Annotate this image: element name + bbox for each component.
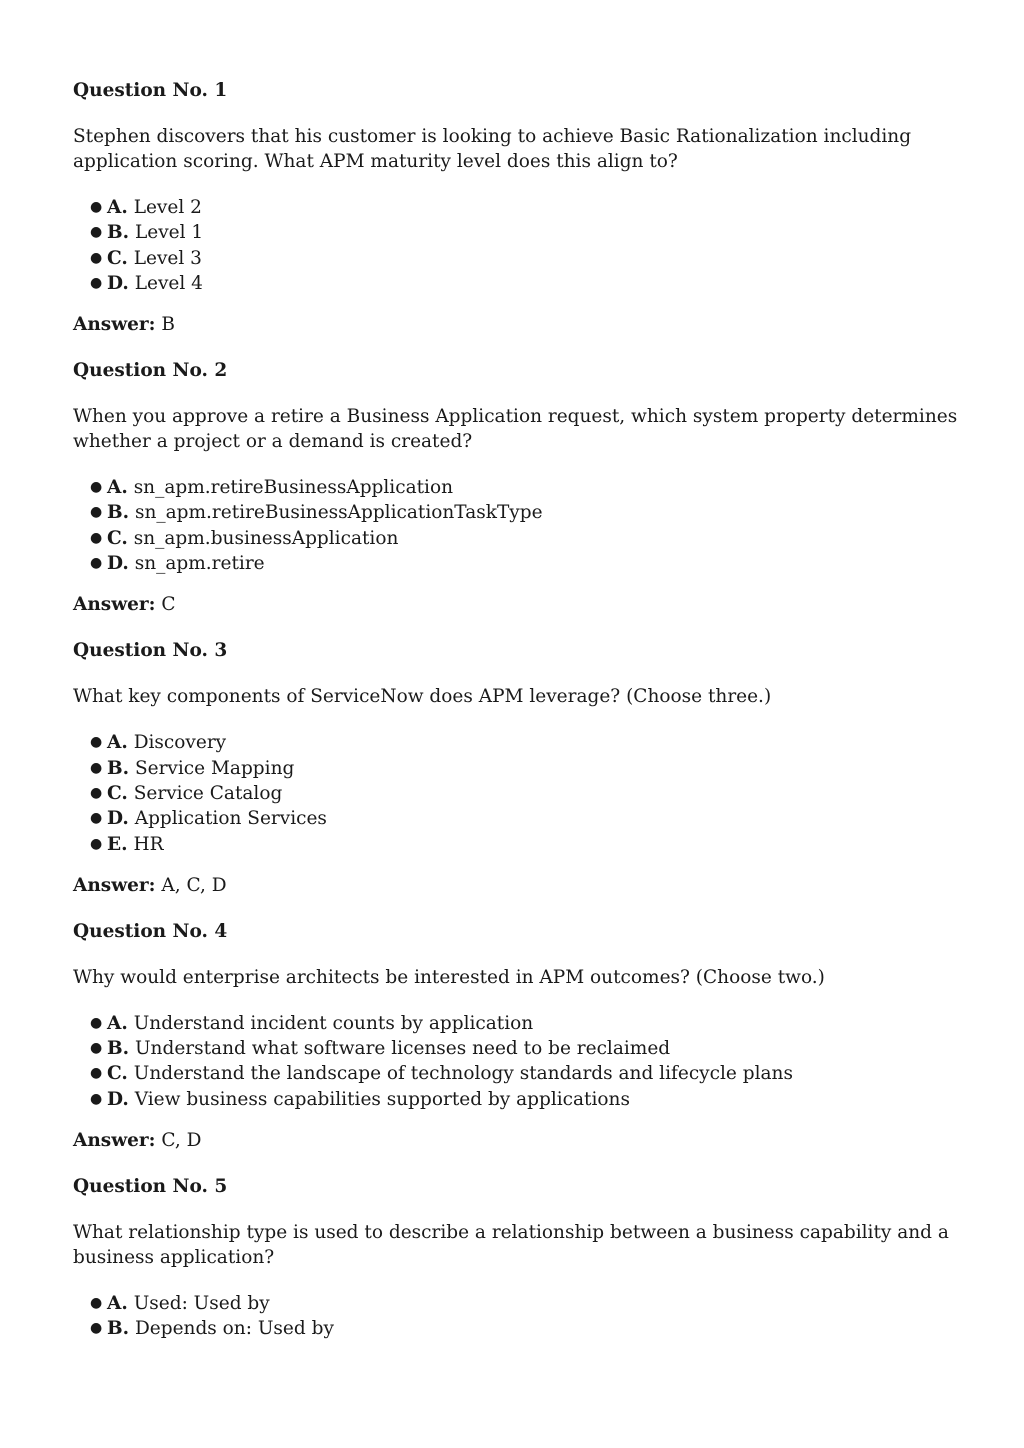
option-text: sn_apm.retireBusinessApplication bbox=[133, 477, 454, 499]
option-letter: E. bbox=[107, 833, 128, 855]
option-text: Understand the landscape of technology standards and lifecycle plans bbox=[133, 1063, 793, 1085]
option-item bbox=[90, 1036, 963, 1061]
option-item bbox=[90, 195, 963, 220]
option-text: Application Services bbox=[134, 808, 327, 830]
option-letter: C. bbox=[107, 1063, 128, 1085]
answer-value: C, D bbox=[161, 1130, 202, 1152]
question-text: Stephen discovers that his customer is looking to achieve Basic Rationalization including application scoring. What APM maturity level does this align to? bbox=[73, 126, 912, 172]
question-title: Question No. 4 bbox=[73, 920, 228, 942]
option-letter: C. bbox=[107, 527, 128, 549]
question-text: What relationship type is used to describe a relationship between a business capability and a business application? bbox=[73, 1222, 949, 1269]
answer-label: Answer: bbox=[73, 874, 156, 896]
bullet-icon: ● bbox=[90, 1040, 103, 1057]
option-text: Level 3 bbox=[133, 247, 202, 269]
option-letter: D. bbox=[107, 553, 129, 575]
bullet-icon: ● bbox=[90, 784, 103, 801]
document-page bbox=[73, 78, 963, 1363]
option-item bbox=[90, 806, 963, 831]
question-title: Question No. 5 bbox=[73, 1176, 228, 1198]
option-letter: B. bbox=[107, 502, 130, 524]
option-text: Service Mapping bbox=[134, 757, 295, 779]
option-letter: A. bbox=[107, 1293, 128, 1315]
bullet-icon: ● bbox=[90, 224, 103, 241]
answer-value: A, C, D bbox=[161, 874, 227, 896]
bullet-icon: ● bbox=[90, 1065, 103, 1082]
option-item bbox=[90, 551, 963, 576]
option-item bbox=[90, 1011, 963, 1036]
option-item bbox=[90, 526, 963, 551]
question-2 bbox=[73, 358, 963, 617]
option-text: Level 2 bbox=[133, 197, 202, 218]
option-item bbox=[90, 1061, 963, 1086]
question-text: What key components of ServiceNow does APM leverage? (Choose three.) bbox=[73, 686, 772, 708]
option-text: Discovery bbox=[133, 732, 227, 754]
option-letter: C. bbox=[107, 247, 128, 269]
option-text: View business capabilities supported by applications bbox=[134, 1088, 630, 1110]
option-letter: D. bbox=[107, 272, 129, 294]
answer bbox=[73, 873, 963, 898]
question-3 bbox=[73, 638, 963, 897]
answer-label: Answer: bbox=[73, 314, 156, 336]
option-item bbox=[90, 500, 963, 525]
option-item bbox=[90, 475, 963, 500]
option-text: sn_apm.retire bbox=[134, 553, 265, 575]
options-list bbox=[73, 1011, 963, 1112]
bullet-icon: ● bbox=[90, 479, 103, 496]
option-item bbox=[90, 246, 963, 271]
option-letter: B. bbox=[107, 222, 130, 244]
option-item bbox=[90, 1291, 963, 1316]
bullet-icon: ● bbox=[90, 249, 103, 266]
bullet-icon: ● bbox=[90, 835, 103, 852]
option-text: sn_apm.businessApplication bbox=[133, 527, 399, 549]
option-item bbox=[90, 730, 963, 755]
bullet-icon: ● bbox=[90, 529, 103, 546]
answer bbox=[73, 312, 963, 337]
bullet-icon: ● bbox=[90, 274, 103, 291]
answer-value: B bbox=[161, 314, 175, 336]
option-text: Understand incident counts by application bbox=[133, 1012, 534, 1034]
option-letter: A. bbox=[107, 1012, 128, 1034]
option-letter: B. bbox=[107, 757, 130, 779]
option-letter: A. bbox=[107, 732, 128, 754]
answer-value: C bbox=[161, 594, 176, 616]
bullet-icon: ● bbox=[90, 1014, 103, 1031]
question-5 bbox=[73, 1174, 963, 1342]
question-4 bbox=[73, 919, 963, 1153]
bullet-icon: ● bbox=[90, 1295, 103, 1312]
option-item bbox=[90, 756, 963, 781]
option-item bbox=[90, 271, 963, 296]
question-1 bbox=[73, 78, 963, 337]
bullet-icon: ● bbox=[90, 1090, 103, 1107]
option-text: Understand what software licenses need to be reclaimed bbox=[134, 1038, 671, 1060]
question-title: Question No. 3 bbox=[73, 640, 228, 662]
option-item bbox=[90, 1087, 963, 1112]
option-item bbox=[90, 220, 963, 245]
options-list bbox=[73, 475, 963, 576]
options-list bbox=[73, 195, 963, 296]
answer bbox=[73, 592, 963, 617]
question-text: Why would enterprise architects be interested in APM outcomes? (Choose two.) bbox=[73, 966, 825, 988]
answer bbox=[73, 1128, 963, 1153]
question-title: Question No. 1 bbox=[73, 80, 228, 101]
option-text: Level 4 bbox=[134, 272, 203, 294]
option-text: Level 1 bbox=[134, 222, 204, 244]
question-title: Question No. 2 bbox=[73, 360, 228, 382]
answer-label: Answer: bbox=[73, 594, 156, 616]
bullet-icon: ● bbox=[90, 759, 103, 776]
question-text: When you approve a retire a Business Application request, which system property determines whether a project or a demand is created? bbox=[73, 406, 958, 453]
option-letter: B. bbox=[107, 1038, 130, 1060]
option-item bbox=[90, 781, 963, 806]
option-item bbox=[90, 832, 963, 857]
option-letter: D. bbox=[107, 1088, 129, 1110]
option-text: Depends on: Used by bbox=[134, 1318, 334, 1340]
option-letter: B. bbox=[107, 1318, 130, 1340]
option-letter: A. bbox=[107, 197, 128, 218]
option-letter: D. bbox=[107, 808, 129, 830]
bullet-icon: ● bbox=[90, 810, 103, 827]
options-list bbox=[73, 1291, 963, 1342]
option-letter: A. bbox=[107, 477, 128, 499]
bullet-icon: ● bbox=[90, 504, 103, 521]
bullet-icon: ● bbox=[90, 555, 103, 572]
option-text: Service Catalog bbox=[133, 782, 283, 804]
options-list bbox=[73, 730, 963, 856]
option-text: Used: Used by bbox=[133, 1293, 270, 1315]
option-text: HR bbox=[133, 833, 164, 855]
answer-label: Answer: bbox=[73, 1130, 156, 1152]
option-text: sn_apm.retireBusinessApplicationTaskType bbox=[134, 502, 543, 524]
bullet-icon: ● bbox=[90, 1320, 103, 1337]
bullet-icon: ● bbox=[90, 734, 103, 751]
bullet-icon: ● bbox=[90, 199, 103, 215]
option-letter: C. bbox=[107, 782, 128, 804]
option-item bbox=[90, 1316, 963, 1341]
